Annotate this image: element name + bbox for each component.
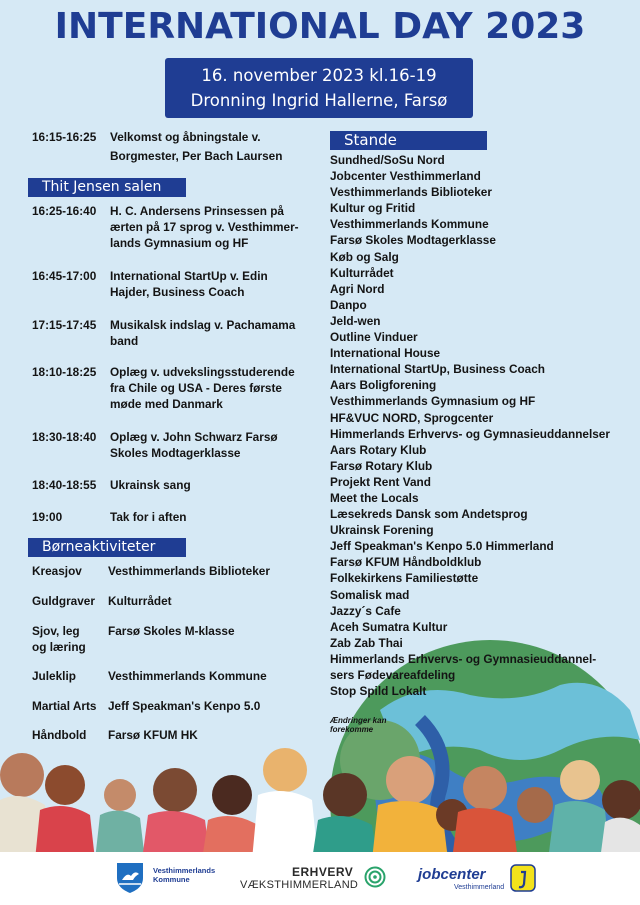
schedule-desc (110, 429, 310, 461)
schedule-desc (110, 203, 325, 251)
stand-item: Jeff Speakman's Kenpo 5.0 Himmerland (330, 539, 554, 554)
target-icon (364, 866, 386, 888)
schedule-row (32, 364, 322, 414)
schedule-time: 16:45-17:00 (32, 269, 97, 283)
erhverv-logo-line: VÆKSTHIMMERLAND (240, 879, 359, 891)
kids-activity: Juleklip (32, 669, 76, 683)
vh-logo-line: Kommune (153, 875, 190, 884)
schedule-desc (110, 509, 310, 525)
stand-item: Folkekirkens Familiestøtte (330, 571, 479, 586)
stand-item: Kultur og Fritid (330, 201, 416, 216)
schedule-line: Oplæg v. udvekslingsstuderende (110, 365, 295, 379)
jobcenter-badge-icon (510, 864, 536, 892)
stande-heading: Stande (330, 131, 487, 150)
schedule-row (32, 317, 322, 351)
stand-item: Zab Zab Thai (330, 635, 403, 650)
event-date: 16. november 2023 kl.16-19 (201, 66, 437, 85)
intro-line: Borgmester, Per Bach Laursen (110, 149, 283, 163)
stand-item: Himmerlands Erhvervs- og Gymnasieuddannel- (330, 651, 597, 666)
kids-row (32, 563, 322, 581)
stand-item: Jeld-wen (330, 313, 381, 328)
kids-host: Farsø Skoles M-klasse (108, 624, 235, 638)
stand-item: Himmerlands Erhvervs- og Gymnasieuddannelser (330, 426, 610, 441)
schedule-line: Musikalsk indslag v. Pachamama (110, 318, 296, 332)
jobcenter-logo (418, 862, 548, 896)
schedule-row (32, 509, 322, 527)
stand-item: Meet the Locals (330, 490, 419, 505)
schedule-line: Ukrainsk sang (110, 478, 191, 492)
erhverv-vaeksthimmerland-logo (240, 862, 390, 896)
stand-item: Jobcenter Vesthimmerland (330, 169, 481, 184)
intro-line: Velkomst og åbningstale v. (110, 130, 261, 144)
kids-host: Jeff Speakman's Kenpo 5.0 (108, 699, 261, 713)
erhverv-logo-line: ERHVERV (292, 865, 354, 879)
intro-time: 16:15-16:25 (32, 130, 97, 144)
kids-activity: Guldgraver (32, 594, 95, 608)
vh-logo-text (153, 866, 215, 884)
schedule-row (32, 268, 322, 302)
schedule-time: 18:30-18:40 (32, 430, 97, 444)
kids-host: Vesthimmerlands Biblioteker (108, 564, 270, 578)
schedule-line: møde med Danmark (110, 397, 223, 411)
schedule-line: band (110, 334, 139, 348)
born-heading: Børneaktiviteter (28, 538, 186, 557)
stand-item: Farsø Skoles Modtagerklasse (330, 233, 496, 248)
stand-item: Sundhed/SoSu Nord (330, 153, 445, 167)
schedule-time: 16:25-16:40 (32, 204, 97, 218)
intro-desc (110, 128, 320, 166)
kids-activity-line: Sjov, leg (32, 624, 80, 638)
schedule-row (32, 477, 322, 495)
note-line: Ændringer kan (330, 716, 387, 725)
schedule-line: Skoles Modtagerklasse (110, 446, 241, 460)
stand-item: Læsekreds Dansk som Andetsprog (330, 507, 528, 522)
stand-item: Stop Spild Lokalt (330, 684, 427, 699)
schedule-time: 18:40-18:55 (32, 478, 97, 492)
stand-item: Ukrainsk Forening (330, 523, 434, 538)
jobcenter-logo-line: Vesthimmerland (454, 884, 505, 891)
stand-item: Vesthimmerlands Kommune (330, 217, 489, 232)
schedule-line: Tak for i aften (110, 510, 187, 524)
schedule-time: 17:15-17:45 (32, 318, 97, 332)
stand-item: International StartUp, Business Coach (330, 362, 546, 377)
vesthimmerlands-kommune-logo (113, 860, 243, 896)
stand-item: sers Fødevareafdeling (330, 668, 456, 682)
schedule-desc (110, 317, 310, 349)
schedule-desc (110, 268, 310, 300)
page-title: INTERNATIONAL DAY 2023 (54, 6, 586, 47)
stand-item: HF&VUC NORD, Sprogcenter (330, 410, 494, 425)
stand-item: Aceh Sumatra Kultur (330, 619, 448, 634)
schedule-line: International StartUp v. Edin (110, 269, 268, 283)
stand-item: Somalisk mad (330, 587, 410, 602)
swan-shield-icon (113, 860, 147, 894)
stand-item: Jazzy´s Cafe (330, 603, 401, 618)
kids-activity: Martial Arts (32, 699, 97, 713)
schedule-time: 18:10-18:25 (32, 365, 97, 379)
stand-item: Aars Rotary Klub (330, 442, 427, 457)
note-line: forekomme (330, 725, 374, 734)
stand-item: Farsø Rotary Klub (330, 458, 433, 473)
event-venue: Dronning Ingrid Hallerne, Farsø (190, 91, 448, 110)
stand-item: Agri Nord (330, 281, 385, 296)
schedule-line: ærten på 17 sprog v. Vesthimmer- (110, 220, 299, 234)
kids-activity: Håndbold (32, 728, 87, 742)
kids-activity-line: og læring (32, 640, 86, 654)
date-venue-box (165, 58, 473, 118)
kids-host: Kulturrådet (108, 594, 172, 608)
schedule-line: Hajder, Business Coach (110, 285, 245, 299)
schedule-row (32, 203, 322, 253)
stand-item: Kulturrådet (330, 265, 394, 280)
stand-item: Vesthimmerlands Biblioteker (330, 185, 492, 200)
stand-item: Outline Vinduer (330, 330, 418, 345)
schedule-desc (110, 477, 310, 493)
stand-item: Køb og Salg (330, 249, 399, 264)
stand-item: Vesthimmerlands Gymnasium og HF (330, 394, 536, 409)
thit-jensen-heading: Thit Jensen salen (28, 178, 186, 197)
stand-item: Aars Boligforening (330, 378, 437, 393)
schedule-time: 19:00 (32, 510, 63, 524)
changes-note (330, 716, 410, 734)
schedule-line: lands Gymnasium og HF (110, 236, 249, 250)
stand-item: International House (330, 346, 441, 361)
kids-activity: Kreasjov (32, 564, 82, 578)
stande-list (330, 152, 630, 699)
stand-item: Danpo (330, 297, 367, 312)
jobcenter-logo-line: jobcenter (418, 866, 486, 883)
kids-host: Farsø KFUM HK (108, 728, 198, 742)
stand-item: Farsø KFUM Håndboldklub (330, 555, 482, 570)
schedule-row (32, 429, 322, 463)
vh-logo-line: Vesthimmerlands (153, 866, 216, 875)
kids-host: Vesthimmerlands Kommune (108, 669, 267, 683)
schedule-line: Oplæg v. John Schwarz Farsø (110, 430, 278, 444)
intro-row (32, 129, 322, 163)
schedule-desc (110, 364, 325, 412)
schedule-line: fra Chile og USA - Deres første (110, 381, 282, 395)
schedule-line: H. C. Andersens Prinsessen på (110, 204, 284, 218)
stand-item: Projekt Rent Vand (330, 474, 431, 489)
